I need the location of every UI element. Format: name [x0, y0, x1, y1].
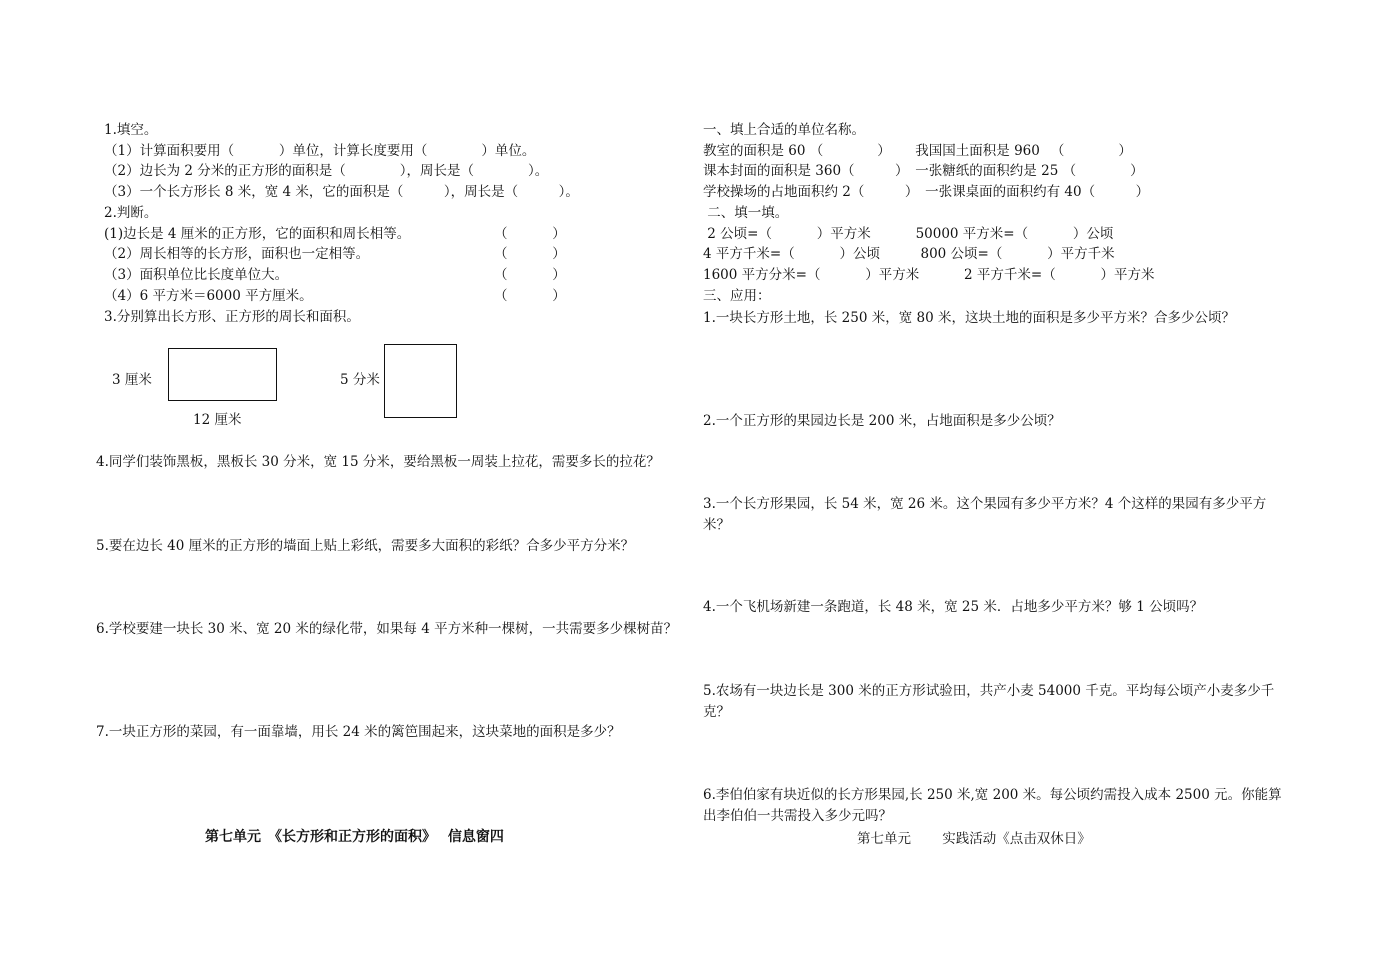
q2-item-text: （4）6 平方米＝6000 平方厘米。 — [104, 288, 313, 304]
q5-text: 5.要在边长 40 厘米的正方形的墙面上贴上彩纸，需要多大面积的彩纸？合多少平方分米？ — [96, 538, 635, 554]
q1-item-3: （3）一个长方形长 8 米，宽 4 米，它的面积是（ ），周长是（ ）。 — [104, 184, 579, 200]
q4-text: 4.同学们装饰黑板，黑板长 30 分米，宽 15 分米，要给黑板一周装上拉花，需要多长的拉花？ — [96, 454, 660, 470]
app-question-4: 4.一个飞机场新建一条跑道，长 48 米，宽 25 米．占地多少平方米？够 1 公顷吗？ — [703, 599, 1204, 615]
rect-width-label: 3 厘米 — [112, 372, 152, 388]
s1-line: 学校操场的占地面积约 2（ ） 一张课桌面的面积约有 40（ ） — [703, 184, 1150, 200]
q1-title: 1.填空。 — [104, 122, 158, 138]
right-footer-title: 第七单元 实践活动《点击双休日》 — [857, 831, 1091, 847]
q2-item-paren: （ ） — [494, 288, 566, 304]
rect-length-label: 12 厘米 — [193, 412, 242, 428]
rectangle-figure — [168, 348, 277, 401]
q6-text: 6.学校要建一块长 30 米、宽 20 米的绿化带，如果每 4 平方米种一棵树，一共需要多少棵树苗？ — [96, 621, 678, 637]
left-footer-title: 第七单元 《长方形和正方形的面积》 信息窗四 — [205, 829, 504, 845]
q2-item-text: （3）面积单位比长度单位大。 — [104, 267, 289, 283]
q2-item-text: （2）周长相等的长方形，面积也一定相等。 — [104, 246, 370, 262]
q1-item-2: （2）边长为 2 分米的正方形的面积是（ ），周长是（ ）。 — [104, 163, 549, 179]
q2-item-text: (1)边长是 4 厘米的正方形，它的面积和周长相等。 — [104, 226, 411, 242]
app-question-1: 1.一块长方形土地，长 250 米，宽 80 米，这块土地的面积是多少平方米？合多少公顷？ — [703, 310, 1235, 326]
square-figure — [384, 344, 457, 418]
q2-item-paren: （ ） — [494, 246, 566, 262]
s1-line: 课本封面的面积是 360（ ） 一张糖纸的面积约是 25 （ ） — [703, 163, 1144, 179]
s2-title: 二、填一填。 — [703, 205, 789, 221]
q2-title: 2.判断。 — [104, 205, 158, 221]
s2-line: 1600 平方分米=（ ）平方米 2 平方千米=（ ）平方米 — [703, 267, 1155, 283]
s1-line: 教室的面积是 60 （ ） 我国国土面积是 960 （ ） — [703, 143, 1132, 159]
q3-title: 3.分别算出长方形、正方形的周长和面积。 — [104, 309, 360, 325]
q2-item-paren: （ ） — [494, 267, 566, 283]
square-side-label: 5 分米 — [340, 372, 380, 388]
app-question-2: 2.一个正方形的果园边长是 200 米，占地面积是多少公顷？ — [703, 413, 1061, 429]
s2-line: 4 平方千米=（ ）公顷 800 公顷=（ ）平方千米 — [703, 246, 1115, 262]
app-question-5: 5.农场有一块边长是 300 米的正方形试验田，共产小麦 54000 千克。平均每公顷产小麦多少千克？ — [703, 683, 1275, 720]
app-question-6: 6.李伯伯家有块近似的长方形果园,长 250 米,宽 200 米。每公顷约需投入成本 2500 元。你能算出李伯伯一共需投入多少元吗？ — [703, 787, 1282, 824]
s1-title: 一、填上合适的单位名称。 — [703, 122, 865, 138]
s3-title: 三、应用： — [703, 288, 771, 304]
q7-text: 7.一块正方形的菜园，有一面靠墙，用长 24 米的篱笆围起来，这块菜地的面积是多少？ — [96, 724, 621, 740]
app-question-3: 3.一个长方形果园，长 54 米，宽 26 米。这个果园有多少平方米？4 个这样的果园有多少平方米？ — [703, 496, 1267, 533]
s2-line: 2 公顷=（ ）平方米 50000 平方米=（ ）公顷 — [703, 226, 1114, 242]
q1-item-1: （1）计算面积要用（ ）单位，计算长度要用（ ）单位。 — [104, 143, 536, 159]
q2-item-paren: （ ） — [494, 226, 566, 242]
